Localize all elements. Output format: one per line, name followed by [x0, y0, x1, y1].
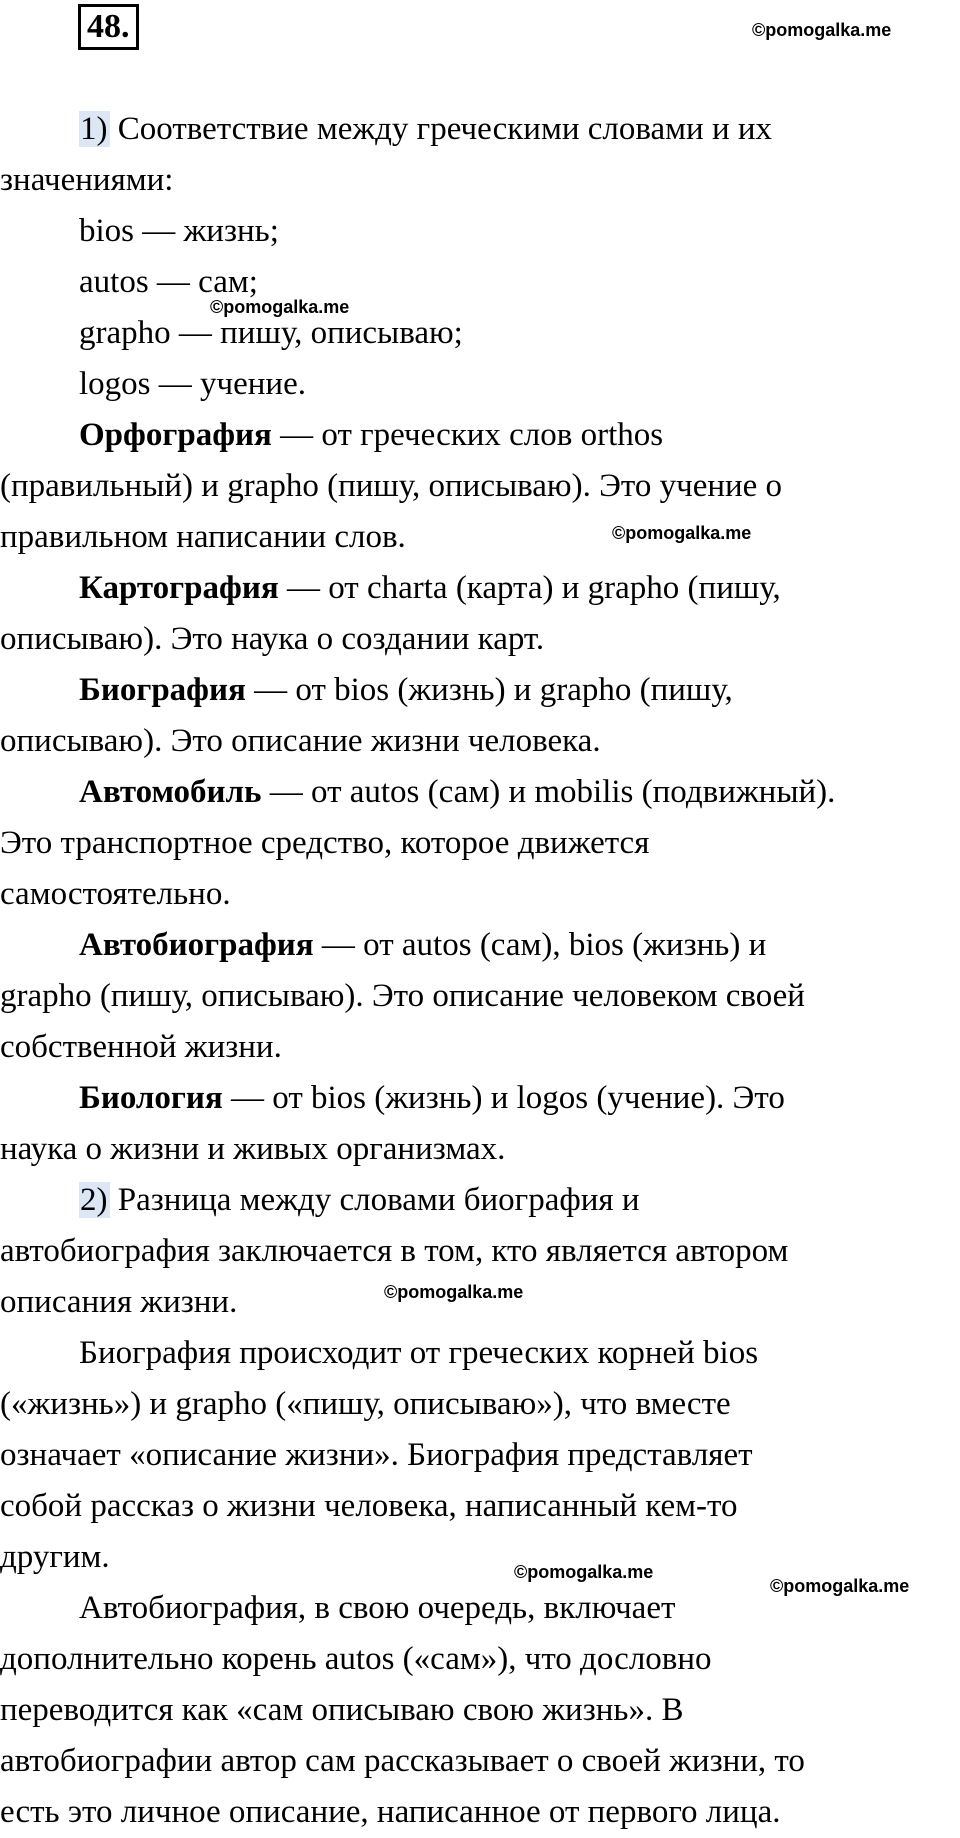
entry-avtobiografiya: Автобиография — от autos (сам), bios (жизнь) и grapho (пишу, описываю). Это описание человеком своей собственной жизни. — [0, 927, 805, 1065]
entry-biologiya: Биология — от bios (жизнь) и logos (учение). Это наука о жизни и живых организмах. — [0, 1080, 785, 1167]
watermark: ©pomogalka.me — [770, 1576, 910, 1596]
watermark: ©pomogalka.me — [612, 523, 752, 543]
entry-word: Автобиография — [79, 927, 314, 963]
part2-intro: 2) Разница между словами биография и автобиография заключается в том, кто является автором описания жизни. — [0, 1182, 789, 1320]
entry-word: Картография — [79, 570, 279, 606]
part1-number: 1) — [80, 111, 108, 147]
task-number: 48. — [78, 4, 139, 50]
term-autos: autos — сам; — [79, 264, 258, 300]
entry-kartografiya: Картография — от charta (карта) и grapho (пишу, описываю). Это наука о создании карт. — [0, 570, 781, 657]
entry-word: Орфография — [79, 417, 272, 453]
solution-text — [0, 104, 960, 1838]
part2-paragraph-biography: Биография происходит от греческих корней bios («жизнь») и grapho («пишу, описываю»), что вместе означает «описание жизни». Биография представляет собой рассказ о жизни человека, написанный кем-то другим. — [0, 1335, 759, 1575]
entry-avtomobil: Автомобиль — от autos (сам) и mobilis (подвижный). Это транспортное средство, которое движется самостоятельно. — [0, 774, 836, 912]
term-logos: logos — учение. — [79, 366, 306, 402]
entry-word: Автомобиль — [79, 774, 262, 810]
entry-orfografiya: Орфография — от греческих слов orthos (правильный) и grapho (пишу, описываю). Это учение о правильном написании слов. — [0, 417, 783, 555]
part2-paragraph-autobiography: Автобиография, в свою очередь, включает дополнительно корень autos («сам»), что дословно переводится как «сам описываю свою жизнь». В автобиографии автор сам рассказывает о своей жизни, то есть это личное описание, написанное от первого лица. — [0, 1590, 805, 1830]
part2-number: 2) — [80, 1182, 108, 1218]
watermark-header: ©pomogalka.me — [752, 20, 892, 40]
watermark: ©pomogalka.me — [384, 1282, 524, 1302]
watermark: ©pomogalka.me — [210, 297, 350, 317]
watermark: ©pomogalka.me — [514, 1562, 654, 1582]
entry-word: Биология — [79, 1080, 223, 1116]
entry-biografiya: Биография — от bios (жизнь) и grapho (пишу, описываю). Это описание жизни человека. — [0, 672, 733, 759]
entry-word: Биография — [79, 672, 246, 708]
part1-intro: 1) Соответствие между греческими словами и их значениями: — [0, 111, 773, 198]
term-bios: bios — жизнь; — [79, 213, 279, 249]
term-grapho: grapho — пишу, описываю; — [79, 315, 463, 351]
